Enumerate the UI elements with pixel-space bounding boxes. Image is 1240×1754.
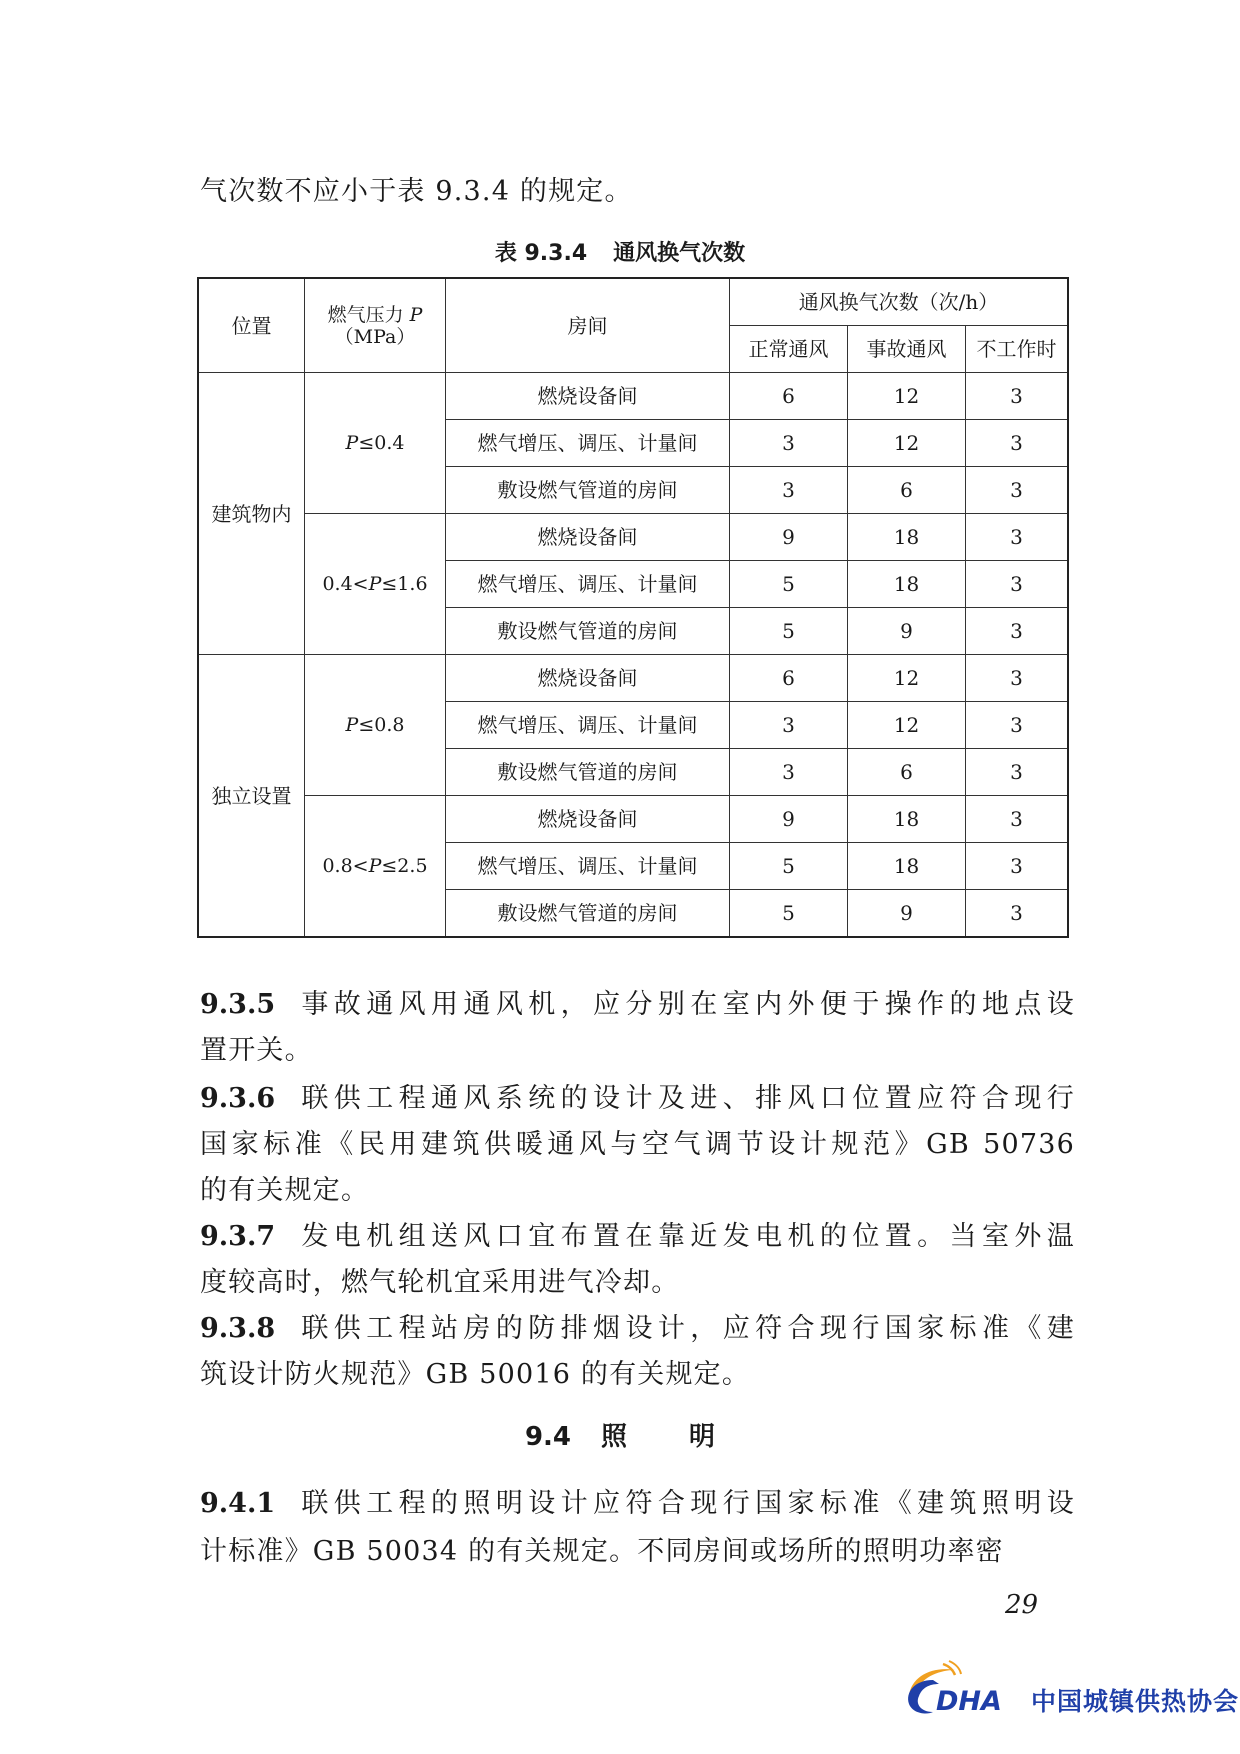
cell-idle: 3 <box>966 749 1069 796</box>
clause-9-3-7-line <box>200 1263 1075 1303</box>
clause-9-3-8-line <box>200 1355 1075 1395</box>
cell-normal: 3 <box>730 702 848 749</box>
clause-text: 置开关。 <box>200 1035 313 1066</box>
intro-text: 气次数不应小于表 9.3.4 的规定。 <box>200 176 633 207</box>
cell-accident: 12 <box>848 702 966 749</box>
cell-accident: 18 <box>848 796 966 843</box>
clause-9-3-6-line <box>200 1171 1075 1211</box>
cell-room: 燃烧设备间 <box>446 514 730 561</box>
table-number: 表 9.3.4 <box>494 241 588 266</box>
ventilation-table <box>197 277 1069 938</box>
cell-room: 燃烧设备间 <box>446 796 730 843</box>
cell-idle: 3 <box>966 420 1069 467</box>
clause-text: 联供工程的照明设计应符合现行国家标准《建筑照明设 <box>297 1488 1075 1519</box>
cell-room: 敷设燃气管道的房间 <box>446 608 730 655</box>
clause-number: 9.4.1 <box>200 1488 276 1519</box>
cell-accident: 6 <box>848 749 966 796</box>
cell-normal: 5 <box>730 561 848 608</box>
cell-normal: 5 <box>730 843 848 890</box>
clause-number: 9.3.6 <box>200 1083 276 1114</box>
cell-accident: 12 <box>848 655 966 702</box>
cell-room: 燃气增压、调压、计量间 <box>446 843 730 890</box>
cell-room: 敷设燃气管道的房间 <box>446 749 730 796</box>
clause-number: 9.3.8 <box>200 1313 276 1344</box>
cell-normal: 6 <box>730 655 848 702</box>
cell-normal: 5 <box>730 890 848 938</box>
org-logo <box>903 1658 1240 1718</box>
clause-text: 国家标准《民用建筑供暖通风与空气调节设计规范》GB 50736 <box>200 1129 1075 1160</box>
cell-room: 燃气增压、调压、计量间 <box>446 420 730 467</box>
cell-normal: 6 <box>730 373 848 420</box>
org-name: 中国城镇供热协会 <box>1031 1687 1240 1716</box>
clause-text: 度较高时，燃气轮机宜采用进气冷却。 <box>200 1267 680 1298</box>
clause-number: 9.3.7 <box>200 1221 276 1252</box>
header-rate-group: 通风换气次数（次/h） <box>730 278 1069 326</box>
clause-9-3-7-line <box>200 1217 1075 1257</box>
table-row <box>198 514 1068 561</box>
clause-text: 事故通风用通风机，应分别在室内外便于操作的地点设 <box>297 989 1075 1020</box>
clause-9-3-5-line <box>200 985 1075 1025</box>
header-location: 位置 <box>198 278 305 373</box>
cell-idle: 3 <box>966 702 1069 749</box>
clause-9-4-1-line <box>200 1532 1075 1572</box>
cell-idle: 3 <box>966 373 1069 420</box>
cell-pressure: 0.4<P≤1.6 <box>305 514 446 655</box>
cell-room: 燃气增压、调压、计量间 <box>446 702 730 749</box>
cell-idle: 3 <box>966 561 1069 608</box>
cell-accident: 6 <box>848 467 966 514</box>
clause-9-3-6-line <box>200 1079 1075 1119</box>
clause-9-3-6-line <box>200 1125 1075 1165</box>
header-idle: 不工作时 <box>966 326 1069 373</box>
cell-room: 燃烧设备间 <box>446 373 730 420</box>
cell-room: 敷设燃气管道的房间 <box>446 890 730 938</box>
table-row <box>198 796 1068 843</box>
header-pressure: 燃气压力 P （MPa） <box>305 278 446 373</box>
header-accident: 事故通风 <box>848 326 966 373</box>
clause-text: 发电机组送风口宜布置在靠近发电机的位置。当室外温 <box>297 1221 1075 1252</box>
cell-idle: 3 <box>966 608 1069 655</box>
cell-normal: 5 <box>730 608 848 655</box>
cell-idle: 3 <box>966 655 1069 702</box>
cell-normal: 3 <box>730 749 848 796</box>
clause-number: 9.3.5 <box>200 989 276 1020</box>
clause-text: 联供工程站房的防排烟设计，应符合现行国家标准《建 <box>297 1313 1075 1344</box>
cell-accident: 18 <box>848 561 966 608</box>
clause-text: 联供工程通风系统的设计及进、排风口位置应符合现行 <box>297 1083 1075 1114</box>
clause-9-4-1-line <box>200 1484 1075 1524</box>
cell-idle: 3 <box>966 843 1069 890</box>
cell-pressure: P≤0.4 <box>305 373 446 514</box>
table-body <box>198 373 1068 938</box>
cell-pressure: 0.8<P≤2.5 <box>305 796 446 938</box>
cell-accident: 12 <box>848 420 966 467</box>
cell-normal: 9 <box>730 796 848 843</box>
cell-room: 燃烧设备间 <box>446 655 730 702</box>
cell-accident: 9 <box>848 608 966 655</box>
header-normal: 正常通风 <box>730 326 848 373</box>
logo-abbr: DHA <box>936 1686 1002 1717</box>
cell-normal: 3 <box>730 467 848 514</box>
cell-location: 建筑物内 <box>198 373 305 655</box>
cell-normal: 3 <box>730 420 848 467</box>
section-number: 9.4 <box>524 1422 572 1452</box>
cell-room: 燃气增压、调压、计量间 <box>446 561 730 608</box>
cell-accident: 9 <box>848 890 966 938</box>
cell-normal: 9 <box>730 514 848 561</box>
section-title-char: 照 <box>601 1422 628 1452</box>
section-heading <box>0 1416 1240 1453</box>
table-title <box>0 236 1240 267</box>
cell-accident: 18 <box>848 514 966 561</box>
clause-text: 计标准》GB 50034 的有关规定。不同房间或场所的照明功率密 <box>200 1536 1004 1567</box>
clause-9-3-8-line <box>200 1309 1075 1349</box>
table-row <box>198 373 1068 420</box>
cell-accident: 18 <box>848 843 966 890</box>
clause-text: 的有关规定。 <box>200 1175 370 1206</box>
cell-idle: 3 <box>966 796 1069 843</box>
clause-9-3-5-line <box>200 1031 1075 1071</box>
cell-location: 独立设置 <box>198 655 305 938</box>
table-title-text: 通风换气次数 <box>613 241 746 266</box>
dha-logo-icon <box>903 1658 1028 1718</box>
page-number: 29 <box>1005 1590 1039 1620</box>
cell-pressure: P≤0.8 <box>305 655 446 796</box>
cell-idle: 3 <box>966 890 1069 938</box>
cell-idle: 3 <box>966 514 1069 561</box>
cell-room: 敷设燃气管道的房间 <box>446 467 730 514</box>
cell-accident: 12 <box>848 373 966 420</box>
clause-text: 筑设计防火规范》GB 50016 的有关规定。 <box>200 1359 751 1390</box>
section-title-char: 明 <box>689 1422 716 1452</box>
header-room: 房间 <box>446 278 730 373</box>
cell-idle: 3 <box>966 467 1069 514</box>
table-row <box>198 655 1068 702</box>
